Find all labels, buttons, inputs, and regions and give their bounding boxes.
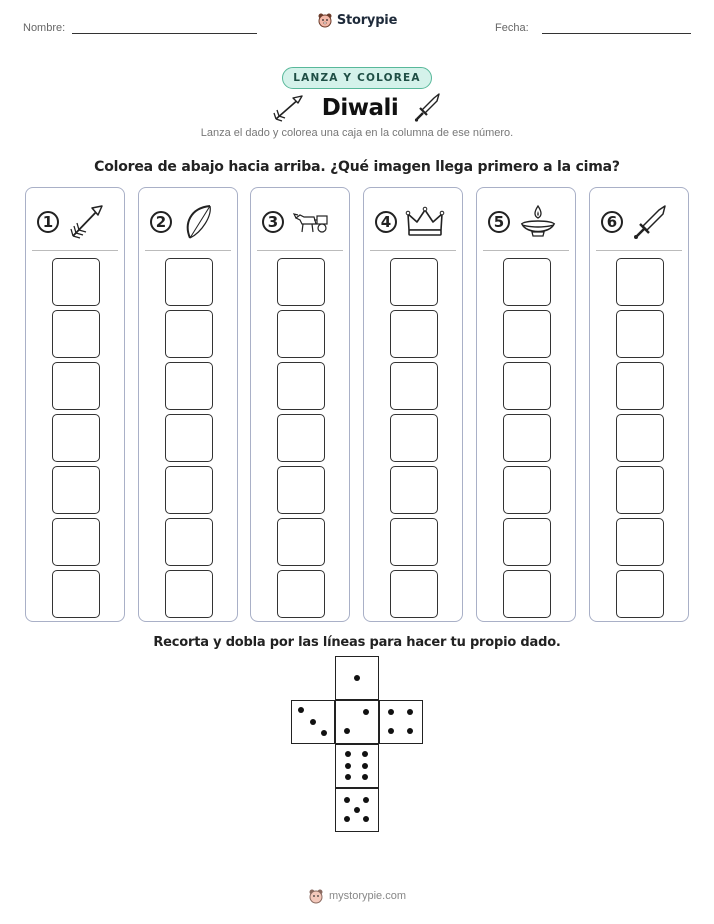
color-box[interactable] (52, 310, 100, 358)
column-header (251, 202, 349, 242)
color-box[interactable] (52, 414, 100, 462)
instruction: Colorea de abajo hacia arriba. ¿Qué imagen llega primero a la cima? (94, 159, 620, 175)
column-number: 5 (488, 211, 510, 233)
column-divider (32, 250, 118, 251)
color-box[interactable] (165, 414, 213, 462)
color-box[interactable] (616, 362, 664, 410)
die-pip (344, 816, 350, 822)
name-label: Nombre: (23, 22, 66, 34)
cut-instruction: Recorta y dobla por las líneas para hacer tu propio dado. (153, 635, 561, 650)
storypie-mascot-icon (317, 12, 333, 28)
color-box[interactable] (503, 414, 551, 462)
die-pip (388, 709, 394, 715)
die-pip (363, 709, 369, 715)
color-box[interactable] (390, 466, 438, 514)
die-face-6 (335, 744, 379, 788)
column-number: 4 (375, 211, 397, 233)
color-box[interactable] (616, 570, 664, 618)
column-6 (589, 187, 689, 622)
color-box[interactable] (503, 466, 551, 514)
die-face-3 (291, 700, 335, 744)
page-title: Diwali (321, 95, 399, 121)
die-pip (344, 797, 350, 803)
column-header (590, 202, 688, 242)
column-header (477, 202, 575, 242)
bow-icon (180, 202, 220, 242)
color-box[interactable] (616, 518, 664, 566)
color-box[interactable] (52, 258, 100, 306)
color-box[interactable] (390, 570, 438, 618)
color-box[interactable] (52, 466, 100, 514)
column-divider (370, 250, 456, 251)
die-pip (407, 709, 413, 715)
column-divider (483, 250, 569, 251)
column-number: 2 (150, 211, 172, 233)
color-box[interactable] (616, 414, 664, 462)
brand-name: Storypie (336, 12, 398, 28)
color-box[interactable] (616, 310, 664, 358)
color-box[interactable] (616, 258, 664, 306)
column-number: 3 (262, 211, 284, 233)
color-box[interactable] (52, 518, 100, 566)
color-box[interactable] (165, 310, 213, 358)
die-pip (388, 728, 394, 734)
column-header (364, 202, 462, 242)
die-face-2 (335, 700, 379, 744)
column-header (139, 202, 237, 242)
color-box[interactable] (277, 466, 325, 514)
sword-icon (414, 92, 442, 124)
color-box[interactable] (277, 310, 325, 358)
die-pip (363, 816, 369, 822)
arrow-icon (272, 93, 306, 123)
column-divider (145, 250, 231, 251)
footer (0, 888, 714, 904)
color-box[interactable] (390, 518, 438, 566)
die-pip (344, 728, 350, 734)
die-pip (321, 730, 327, 736)
die-pip (354, 807, 360, 813)
die-pip (362, 763, 368, 769)
activity-badge (0, 67, 714, 89)
color-box[interactable] (52, 362, 100, 410)
die-pip (407, 728, 413, 734)
color-box[interactable] (277, 570, 325, 618)
column-5 (476, 187, 576, 622)
storypie-mascot-icon (308, 888, 324, 904)
color-box[interactable] (165, 518, 213, 566)
column-2 (138, 187, 238, 622)
column-header (26, 202, 124, 242)
footer-url: mystorypie.com (328, 890, 407, 902)
arrow-icon (67, 202, 107, 242)
column-number: 6 (601, 211, 623, 233)
color-box[interactable] (503, 518, 551, 566)
color-box[interactable] (503, 310, 551, 358)
color-box[interactable] (390, 310, 438, 358)
name-line[interactable] (72, 33, 257, 34)
die-face-4 (379, 700, 423, 744)
die-pip (345, 774, 351, 780)
color-box[interactable] (277, 258, 325, 306)
color-box[interactable] (277, 414, 325, 462)
column-3 (250, 187, 350, 622)
color-box[interactable] (503, 258, 551, 306)
color-box[interactable] (616, 466, 664, 514)
color-box[interactable] (52, 570, 100, 618)
color-box[interactable] (165, 258, 213, 306)
brand-logo (0, 12, 714, 28)
color-box[interactable] (277, 518, 325, 566)
die-pip (345, 763, 351, 769)
die-face-1 (335, 656, 379, 700)
column-divider (596, 250, 682, 251)
color-box[interactable] (165, 466, 213, 514)
color-box[interactable] (165, 362, 213, 410)
color-box[interactable] (390, 414, 438, 462)
chariot-icon (292, 202, 332, 242)
crown-icon (405, 202, 445, 242)
color-box[interactable] (503, 362, 551, 410)
color-box[interactable] (390, 362, 438, 410)
subtitle: Lanza el dado y colorea una caja en la columna de ese número. (200, 127, 514, 139)
column-divider (257, 250, 343, 251)
die-face-5 (335, 788, 379, 832)
badge-text: LANZA Y COLOREA (282, 67, 432, 89)
die-pip (362, 751, 368, 757)
color-box[interactable] (503, 570, 551, 618)
die-pip (345, 751, 351, 757)
die-pip (310, 719, 316, 725)
color-box[interactable] (390, 258, 438, 306)
die-pip (362, 774, 368, 780)
diya-lamp-icon (518, 202, 558, 242)
color-box[interactable] (277, 362, 325, 410)
column-4 (363, 187, 463, 622)
column-number: 1 (37, 211, 59, 233)
column-1 (25, 187, 125, 622)
date-label: Fecha: (495, 22, 529, 34)
sword-icon (631, 202, 671, 242)
color-box[interactable] (165, 570, 213, 618)
date-line[interactable] (542, 33, 691, 34)
die-pip (354, 675, 360, 681)
die-pip (363, 797, 369, 803)
title-row (0, 92, 714, 124)
die-pip (298, 707, 304, 713)
